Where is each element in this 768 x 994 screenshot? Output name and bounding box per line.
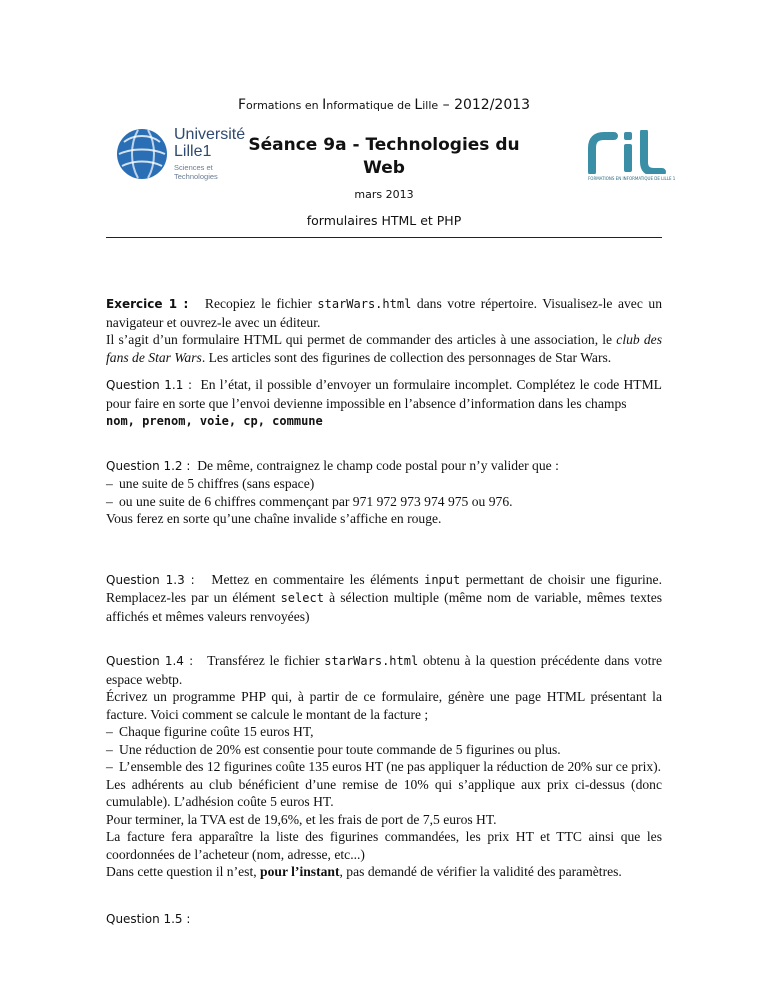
question-1-3 bbox=[106, 571, 662, 626]
emphasis: pour l’instant bbox=[260, 864, 340, 879]
club-name: club des fans de Star Wars bbox=[106, 332, 662, 365]
question-1-4 bbox=[106, 652, 662, 688]
header-letter-i: I bbox=[322, 97, 327, 113]
question-label: Question 1.1 : bbox=[106, 378, 193, 392]
text: Écrivez un programme PHP qui, à partir de ce formulaire, génère une page HTML présentant la facture. Voici comment se calcule le montant de la facture ; bbox=[106, 689, 662, 722]
text: Il s’agit d’un formulaire HTML qui permet de commander des articles à une association, le bbox=[106, 332, 613, 347]
document-body bbox=[106, 295, 662, 928]
logo-text-sciences: Sciences et Technologies bbox=[174, 163, 218, 181]
question-1-2 bbox=[106, 457, 662, 476]
question-label: Question 1.4 : bbox=[106, 654, 194, 668]
text: , pas demandé de vérifier la validité des paramètres. bbox=[339, 864, 622, 879]
question-1-5 bbox=[106, 910, 662, 929]
header-line bbox=[0, 97, 768, 113]
header-year: – 2012/2013 bbox=[438, 97, 531, 113]
text: Vous ferez en sorte qu’une chaîne invalide s’affiche en rouge. bbox=[106, 511, 442, 526]
fil-tagline: FORMATIONS EN INFORMATIQUE DE LILLE 1 bbox=[588, 176, 676, 181]
header-part: nformatique de bbox=[326, 99, 415, 112]
code-filename: starWars.html bbox=[317, 297, 412, 311]
horizontal-rule bbox=[106, 237, 662, 238]
text: à sélection multiple (même nom de variable, mêmes textes affichés et mêmes valeurs renvoyées) bbox=[106, 590, 663, 624]
question-1-1 bbox=[106, 376, 662, 431]
question-label: Question 1.5 : bbox=[106, 911, 191, 926]
text: Les adhérents au club bénéficient d’une remise de 10% qui s’applique aux prix ci-dessus (donc cumulable). L’adhésion coûte 5 euros HT. bbox=[106, 776, 662, 809]
exercise-paragraph bbox=[106, 295, 662, 331]
pricing-rules bbox=[106, 723, 662, 776]
logo-text-universite: Université bbox=[174, 126, 246, 143]
code-filename: starWars.html bbox=[324, 654, 419, 668]
header-part: ille bbox=[422, 99, 439, 112]
text: obtenu à la question précédente dans votre espace webtp. bbox=[106, 653, 663, 687]
text: Recopiez le fichier bbox=[204, 296, 312, 311]
text: En l’état, il possible d’envoyer un formulaire incomplet. Complétez le code HTML pour faire en sorte que l’envoi devienne impossible en l’absence d’information dans les champs bbox=[106, 377, 662, 411]
title-line-2: Web bbox=[363, 158, 405, 178]
text: Mettez en commentaire les éléments bbox=[211, 571, 419, 587]
logo-text-lille: Lille1 bbox=[174, 143, 212, 160]
exercise-description bbox=[106, 331, 662, 366]
validation-note bbox=[106, 863, 662, 881]
list-item: – Chaque figurine coûte 15 euros HT, bbox=[106, 723, 662, 741]
text: De même, contraignez le champ code postal pour n’y valider que : bbox=[197, 457, 559, 473]
subtitle: formulaires HTML et PHP bbox=[306, 213, 462, 228]
question-label: Question 1.3 : bbox=[106, 572, 195, 587]
header-letter-f: F bbox=[237, 97, 247, 113]
list-item: – L’ensemble des 12 figurines coûte 135 euros HT (ne pas appliquer la réduction de 20% sur ce prix). bbox=[106, 758, 662, 776]
text: . Les articles sont des figurines de collection des personnages de Star Wars. bbox=[201, 349, 612, 365]
postal-code-rules bbox=[106, 475, 662, 510]
question-label: Question 1.2 : bbox=[106, 458, 191, 473]
text: permettant de choisir une figurine. Remplacez-les par un élément bbox=[106, 571, 662, 605]
page-title bbox=[0, 134, 768, 180]
text: Transférez le fichier bbox=[207, 653, 320, 668]
exercise-label: Exercice 1 : bbox=[106, 297, 189, 311]
code-input: input bbox=[424, 572, 461, 587]
list-item: – une suite de 5 chiffres (sans espace) bbox=[106, 475, 662, 493]
text: La facture fera apparaître la liste des figurines commandées, les prix HT et TTC ainsi que les coordonnées de l’acheteur (nom, adresse, etc...) bbox=[106, 829, 662, 862]
header-part: ormations en bbox=[246, 99, 323, 112]
text: Pour terminer, la TVA est de 19,6%, et les frais de port de 7,5 euros HT. bbox=[106, 811, 497, 827]
text: Dans cette question il n’est, bbox=[106, 864, 257, 879]
list-item: – Une réduction de 20% est consentie pour toute commande de 5 figurines ou plus. bbox=[106, 741, 662, 759]
code-select: select bbox=[280, 591, 324, 605]
header-letter-l: L bbox=[414, 97, 423, 113]
list-item: – ou une suite de 6 chiffres commençant par 971 972 973 974 975 ou 976. bbox=[106, 493, 662, 511]
title-line-1: Séance 9a - Technologies du bbox=[248, 135, 520, 155]
date: mars 2013 bbox=[354, 188, 414, 201]
text: dans votre répertoire. Visualisez-le avec un navigateur et ouvrez-le avec un éditeur. bbox=[106, 296, 662, 330]
field-names-code: nom, prenom, voie, cp, commune bbox=[106, 414, 323, 428]
